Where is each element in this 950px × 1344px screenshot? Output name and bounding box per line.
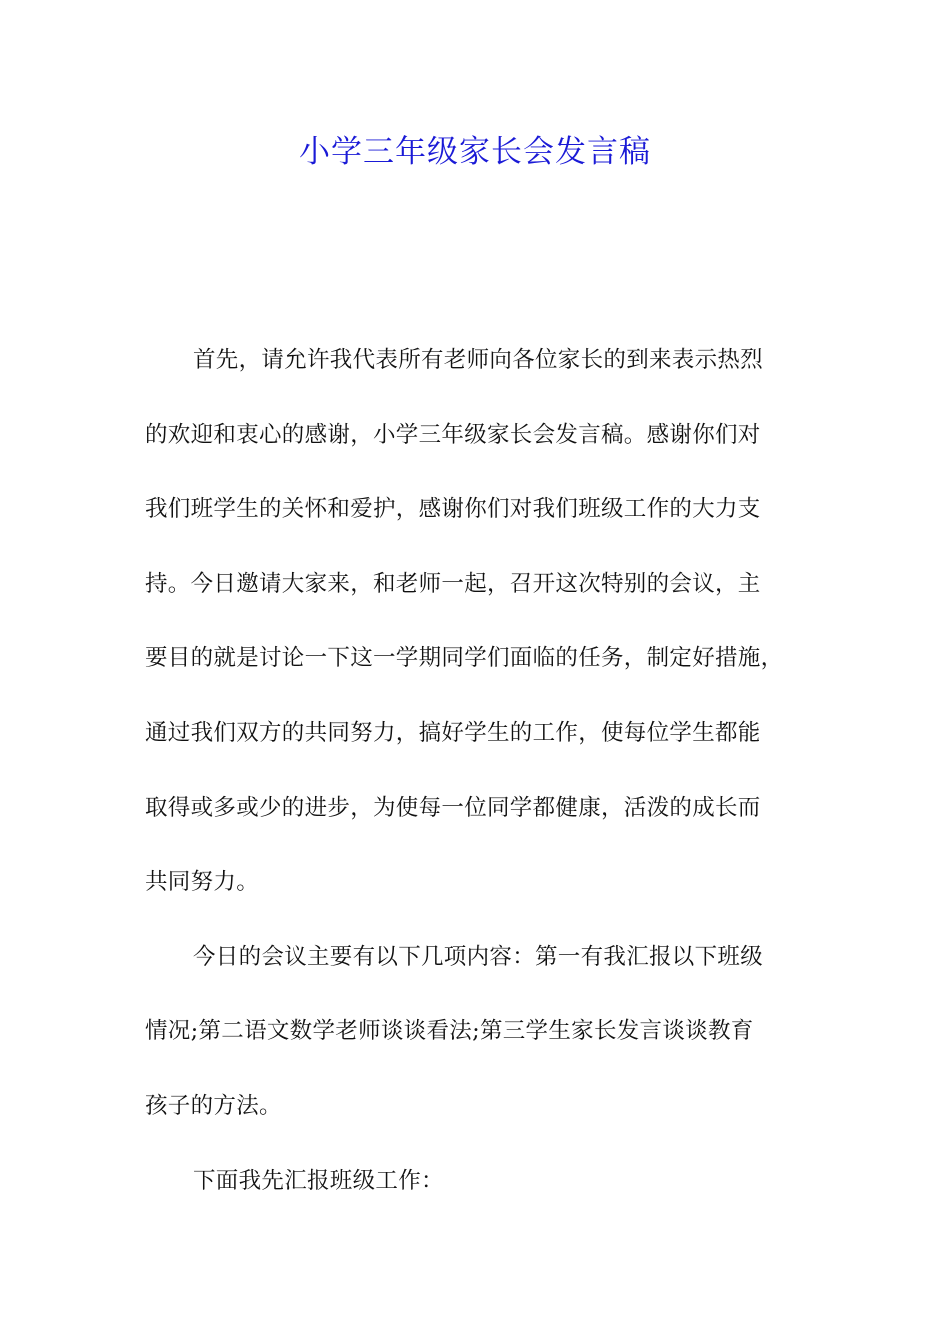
document-title: 小学三年级家长会发言稿 [299,134,651,170]
body-line: 孩子的方法。 [145,1092,282,1119]
body-line: 情况;第二语文数学老师谈谈看法;第三学生家长发言谈谈教育 [145,1018,754,1045]
body-line: 下面我先汇报班级工作： [193,1167,444,1194]
body-line: 的欢迎和衷心的感谢，小学三年级家长会发言稿。感谢你们对 [145,421,761,448]
body-line: 取得或多或少的进步，为使每一位同学都健康，活泼的成长而 [145,794,761,821]
body-line: 通过我们双方的共同努力，搞好学生的工作，使每位学生都能 [145,719,761,746]
body-line: 要目的就是讨论一下这一学期同学们面临的任务，制定好措施， [145,645,784,672]
document-body [145,340,815,1235]
body-line: 我们班学生的关怀和爱护，感谢你们对我们班级工作的大力支 [145,496,761,523]
body-line: 今日的会议主要有以下几项内容：第一有我汇报以下班级 [193,943,764,970]
body-line: 首先，请允许我代表所有老师向各位家长的到来表示热烈 [193,347,764,373]
body-line: 共同努力。 [145,869,260,896]
body-line: 持。今日邀请大家来，和老师一起，召开这次特别的会议，主 [145,570,761,597]
